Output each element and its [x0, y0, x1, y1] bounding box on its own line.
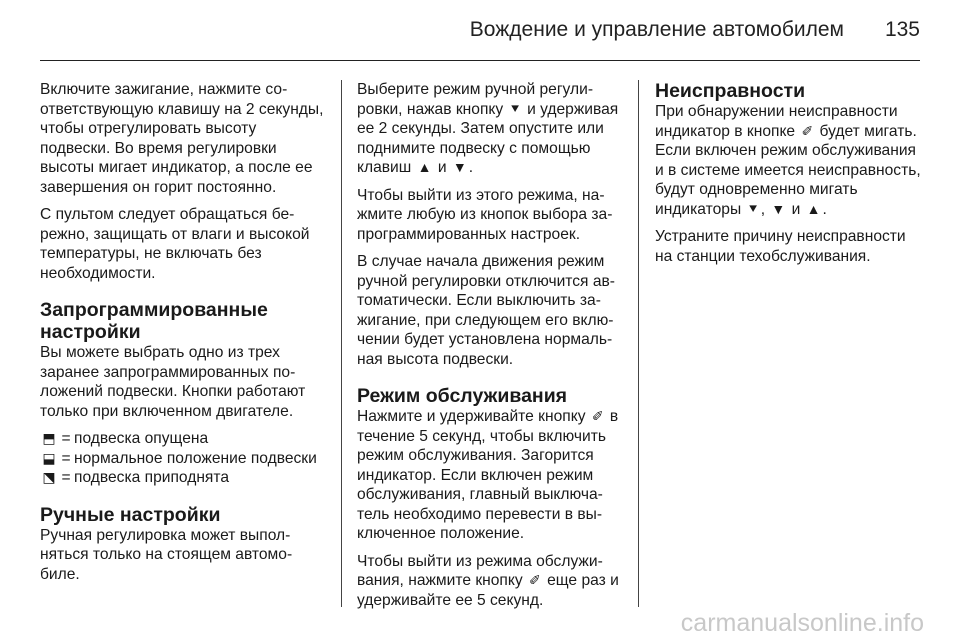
manual-mode-icon: ⯆	[747, 200, 759, 217]
watermark: carmanualsonline.info	[680, 609, 924, 637]
legend-text: нормальное положение подвески	[74, 449, 317, 467]
text-run: и	[791, 200, 801, 218]
arrow-up-icon: ▲	[806, 200, 821, 217]
heading-service-mode: Режим обслуживания	[357, 385, 568, 407]
suspension-raised-icon: ⬔	[42, 469, 56, 485]
header-title: Вождение и управление автомобилем	[469, 18, 844, 41]
arrow-up-icon: ▲	[417, 159, 432, 175]
text-run: .	[468, 159, 474, 176]
column-3	[655, 80, 925, 274]
legend-item	[40, 468, 326, 488]
arrow-down-icon: ▼	[771, 200, 786, 217]
suspension-normal-icon: ⬓	[42, 449, 56, 466]
paragraph	[357, 80, 623, 178]
suspension-legend	[40, 429, 326, 488]
text-run: Выберите режим ручной регулировки, нажав кнопку	[357, 81, 594, 118]
paragraph: Устраните причину неисправности на станции техобслуживания.	[655, 228, 906, 265]
service-wrench-icon: ✐	[591, 408, 604, 424]
page-number: 135	[884, 18, 920, 41]
manual-mode-icon: ⯆	[509, 100, 521, 117]
column-divider	[638, 80, 639, 607]
heading-manual-settings: Ручные настройки	[40, 503, 221, 526]
paragraph	[357, 552, 623, 611]
paragraph: В случае начала движения режим ручной регулировки отключится автоматически. Если выключить зажигание, при следующем его включении будет установлена нормальная высота подвески.	[357, 253, 615, 368]
legend-text: подвеска приподнята	[74, 469, 230, 486]
legend-item	[40, 429, 326, 449]
column-1	[40, 80, 326, 592]
column-divider	[341, 80, 342, 607]
legend-equals: =	[61, 469, 71, 486]
text-run: ,	[760, 200, 766, 218]
arrow-down-icon: ▼	[452, 159, 467, 175]
legend-item	[40, 449, 326, 469]
text-run: Чтобы выйти из режима обслуживания, нажмите кнопку	[357, 552, 603, 589]
paragraph	[655, 102, 925, 219]
text-run: в течение 5 секунд, чтобы включить режим обслуживания. Загорится индикатор. Если включен режим обслуживания, главный выключатель необходимо перевести в выключенное положение.	[357, 408, 619, 542]
heading-faults: Неисправности	[655, 80, 806, 102]
paragraph	[357, 407, 623, 544]
legend-equals: =	[61, 449, 71, 467]
text-run: будет мигать. Если включен режим обслуживания и в системе имеется неисправность, будут одновременно мигать индикаторы	[655, 122, 921, 218]
suspension-lowered-icon: ⬒	[42, 430, 56, 446]
legend-text: подвеска опущена	[74, 430, 209, 447]
paragraph: Ручная регулировка может выполняться только на стоящем автомобиле.	[40, 526, 293, 583]
legend-equals: =	[61, 430, 71, 447]
page-header	[40, 0, 920, 61]
text-run: и удерживая ее 2 секунды. Затем опустите или поднимите подвеску с помощью клавиш	[357, 100, 619, 176]
text-run: еще раз и удерживайте ее 5 секунд.	[357, 572, 619, 609]
heading-programmed-settings: Запрограммированные настройки	[40, 299, 268, 343]
text-run: и	[437, 159, 447, 176]
text-run: .	[822, 200, 827, 218]
paragraph: Вы можете выбрать одно из трех заранее запрограммированных положений подвески. Кнопки работают только при включенном двигателе.	[40, 344, 306, 420]
column-2	[357, 80, 623, 618]
paragraph: Включите зажигание, нажмите соответствующую клавишу на 2 секунды, чтобы отрегулировать высоту подвески. Во время регулировки высоты мигает индикатор, а после ее завершения он горит постоянно.	[40, 81, 324, 196]
paragraph: С пультом следует обращаться бережно, защищать от влаги и высокой температуры, не включать без необходимости.	[40, 206, 310, 282]
service-wrench-icon: ✐	[801, 122, 814, 139]
text-run: При обнаружении неисправности индикатор в кнопке	[655, 103, 898, 140]
service-wrench-icon: ✐	[529, 572, 541, 588]
paragraph: Чтобы выйти из этого режима, нажмите любую из кнопок выбора запрограммированных настроек.	[357, 186, 613, 243]
text-run: Нажмите и удерживайте кнопку	[357, 408, 586, 425]
